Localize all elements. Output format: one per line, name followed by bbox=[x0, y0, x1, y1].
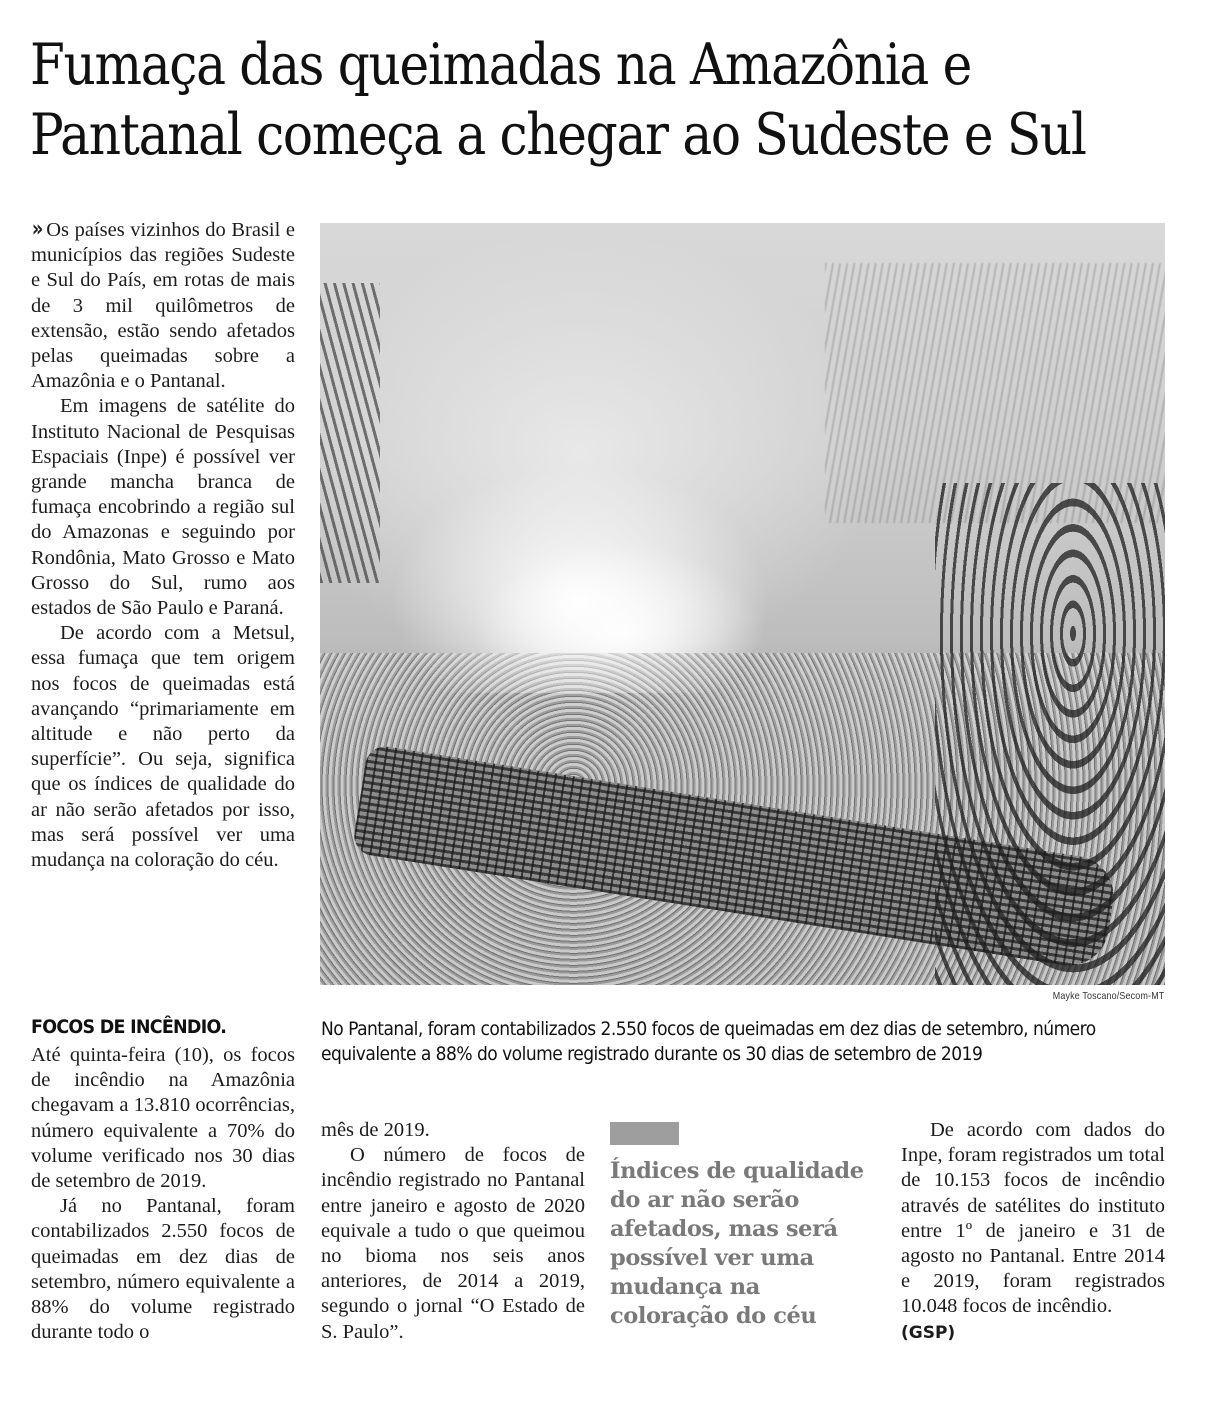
headline-line-1: Fumaça das queimadas na Amazônia e bbox=[30, 32, 972, 98]
photo-foliage-right bbox=[935, 483, 1165, 985]
paragraph: De acordo com a Metsul, essa fumaça que tem origem nos focos de queimadas está avançando “primariamente em altitude e não perto da superfície”. Ou seja, significa que os índices de qualidade do ar não serão afetados por isso, mas será possível ver uma mudança na coloração do céu. bbox=[31, 622, 295, 872]
paragraph-text: Os países vizinhos do Brasil e municípios das regiões Sudeste e Sul do País, em rotas de mais de 3 mil quilômetros de extensão, estão sendo afetados pelas queimadas sobre a Amazônia e o Pantanal. bbox=[31, 219, 295, 393]
column-1-section bbox=[31, 1043, 295, 1345]
double-chevron-right-icon: » bbox=[31, 217, 40, 242]
column-1 bbox=[31, 217, 295, 873]
paragraph: Já no Pantanal, foram contabilizados 2.550 focos de queimadas em dez dias de setembro, número equivalente a 88% do volume registrado durante todo o bbox=[31, 1195, 295, 1344]
signoff-line bbox=[901, 1320, 1165, 1346]
paragraph: mês de 2019. bbox=[321, 1119, 430, 1141]
paragraph: O número de focos de incêndio registrado no Pantanal entre janeiro e agosto de 2020 equivale a tudo o que queimou no bioma nos seis anos anteriores, de 2014 a 2019, segundo o jornal “O Estado de S. Paulo”. bbox=[321, 1144, 585, 1343]
headline-line-2: Pantanal começa a chegar ao Sudeste e Sul bbox=[30, 102, 1086, 168]
paragraph: Até quinta-feira (10), os focos de incêndio na Amazônia chegavam a 13.810 ocorrências, número equivalente a 70% do volume verificado nos 30 dias de setembro de 2019. bbox=[31, 1044, 295, 1193]
article-photo bbox=[320, 223, 1165, 985]
author-signoff: (GSP) bbox=[901, 1322, 956, 1343]
caption-line-2: equivalente a 88% do volume registrado durante os 30 dias de setembro de 2019 bbox=[321, 1043, 983, 1065]
caption-line-1: No Pantanal, foram contabilizados 2.550 focos de queimadas em dez dias de setembro, número bbox=[321, 1018, 1096, 1040]
photo-credit: Mayke Toscano/Secom-MT bbox=[1052, 990, 1164, 1002]
photo-foliage-left bbox=[320, 283, 380, 583]
paragraph: Em imagens de satélite do Instituto Nacional de Pesquisas Espaciais (Inpe) é possível ver grande mancha branca de fumaça encobrindo a região sul do Amazonas e seguindo por Rondônia, Mato Grosso e Mato Grosso do Sul, rumo aos estados de São Paulo e Paraná. bbox=[31, 395, 295, 620]
column-4 bbox=[901, 1118, 1165, 1346]
photo-caption bbox=[321, 1017, 1095, 1067]
pull-quote: Índices de qualidade do ar não serão afetados, mas será possível ver uma mudança na coloração do céu bbox=[610, 1158, 864, 1329]
paragraph: De acordo com dados do Inpe, foram registrados um total de 10.153 focos de incêndio através de satélites do instituto entre 1º de janeiro e 31 de agosto no Pantanal. Entre 2014 e 2019, foram registrados 10.048 focos de incêndio. bbox=[901, 1119, 1165, 1318]
photo-smoke bbox=[390, 463, 770, 693]
section-heading: FOCOS DE INCÊNDIO. bbox=[31, 1016, 227, 1038]
lead-paragraph bbox=[31, 217, 295, 394]
pull-quote-bar bbox=[610, 1122, 679, 1145]
column-2 bbox=[321, 1118, 585, 1345]
headline bbox=[30, 30, 1086, 170]
